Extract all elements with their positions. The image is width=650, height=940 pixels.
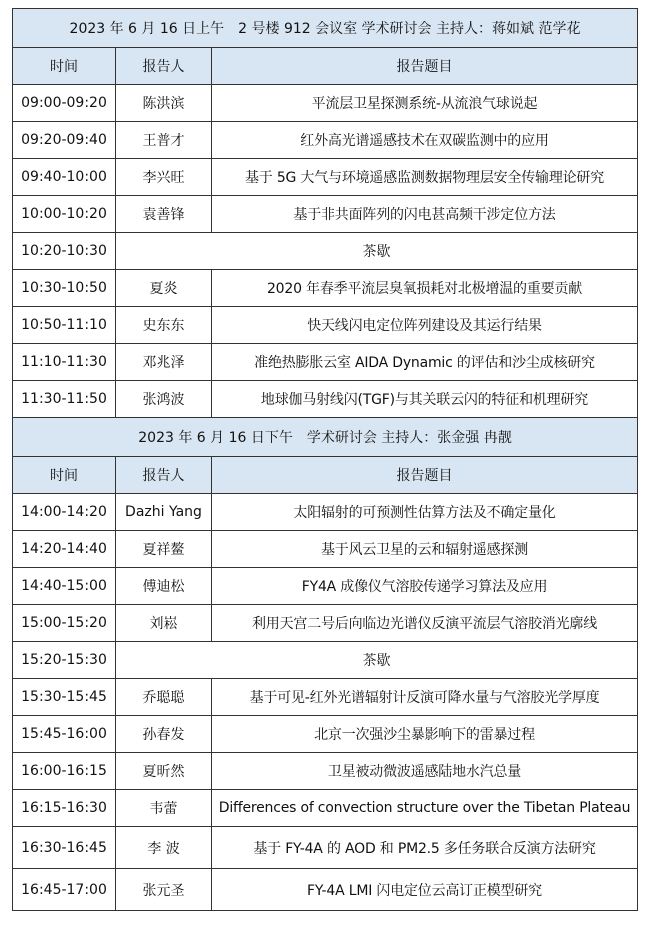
speaker-cell: 孙春发: [116, 716, 212, 753]
table-row: [13, 122, 638, 159]
table-row: [13, 196, 638, 233]
time-cell: 16:45-17:00: [13, 869, 116, 911]
column-header-time: 时间: [13, 48, 116, 85]
time-cell: 15:00-15:20: [13, 605, 116, 642]
table-row: [13, 827, 638, 869]
table-row: [13, 605, 638, 642]
table-row: [13, 270, 638, 307]
time-cell: 09:20-09:40: [13, 122, 116, 159]
topic-cell: 基于非共面阵列的闪电甚高频干涉定位方法: [212, 196, 638, 233]
topic-cell: 北京一次强沙尘暴影响下的雷暴过程: [212, 716, 638, 753]
time-cell: 16:30-16:45: [13, 827, 116, 869]
speaker-cell: 袁善锋: [116, 196, 212, 233]
topic-cell: 基于可见-红外光谱辐射计反演可降水量与气溶胶光学厚度: [212, 679, 638, 716]
time-cell: 11:10-11:30: [13, 344, 116, 381]
topic-cell: 红外高光谱遥感技术在双碳监测中的应用: [212, 122, 638, 159]
time-cell: 10:50-11:10: [13, 307, 116, 344]
table-row: [13, 869, 638, 911]
speaker-cell: 刘崧: [116, 605, 212, 642]
session-title: 2023 年 6 月 16 日上午 2 号楼 912 会议室 学术研讨会 主持人：蒋如斌 范学花: [13, 9, 638, 48]
table-row: [13, 790, 638, 827]
time-cell: 14:00-14:20: [13, 494, 116, 531]
time-cell: 11:30-11:50: [13, 381, 116, 418]
speaker-cell: 张元圣: [116, 869, 212, 911]
speaker-cell: 傅迪松: [116, 568, 212, 605]
topic-cell: Differences of convection structure over the Tibetan Plateau: [212, 790, 638, 827]
speaker-cell: 王普才: [116, 122, 212, 159]
topic-cell: 基于 FY-4A 的 AOD 和 PM2.5 多任务联合反演方法研究: [212, 827, 638, 869]
break-row: [13, 233, 638, 270]
column-header-time: 时间: [13, 457, 116, 494]
topic-cell: 利用天宫二号后向临边光谱仪反演平流层气溶胶消光廓线: [212, 605, 638, 642]
schedule-table: [12, 8, 638, 911]
column-header-speaker: 报告人: [116, 48, 212, 85]
schedule-body: [13, 9, 638, 911]
column-header-row: [13, 48, 638, 85]
topic-cell: 太阳辐射的可预测性估算方法及不确定量化: [212, 494, 638, 531]
table-row: [13, 753, 638, 790]
speaker-cell: 张鸿波: [116, 381, 212, 418]
time-cell: 15:30-15:45: [13, 679, 116, 716]
time-cell: 09:00-09:20: [13, 85, 116, 122]
table-row: [13, 307, 638, 344]
break-cell: 茶歇: [116, 233, 638, 270]
speaker-cell: 夏昕然: [116, 753, 212, 790]
table-row: [13, 494, 638, 531]
topic-cell: 平流层卫星探测系统-从流浪气球说起: [212, 85, 638, 122]
column-header-topic: 报告题目: [212, 48, 638, 85]
session-header: [13, 9, 638, 48]
topic-cell: 准绝热膨胀云室 AIDA Dynamic 的评估和沙尘成核研究: [212, 344, 638, 381]
topic-cell: 基于 5G 大气与环境遥感监测数据物理层安全传输理论研究: [212, 159, 638, 196]
time-cell: 15:20-15:30: [13, 642, 116, 679]
speaker-cell: 夏炎: [116, 270, 212, 307]
time-cell: 16:00-16:15: [13, 753, 116, 790]
time-cell: 10:00-10:20: [13, 196, 116, 233]
topic-cell: 卫星被动微波遥感陆地水汽总量: [212, 753, 638, 790]
column-header-topic: 报告题目: [212, 457, 638, 494]
speaker-cell: 夏祥鳌: [116, 531, 212, 568]
speaker-cell: Dazhi Yang: [116, 494, 212, 531]
break-row: [13, 642, 638, 679]
table-row: [13, 344, 638, 381]
break-cell: 茶歇: [116, 642, 638, 679]
speaker-cell: 韦蕾: [116, 790, 212, 827]
table-row: [13, 716, 638, 753]
table-row: [13, 568, 638, 605]
table-row: [13, 381, 638, 418]
time-cell: 14:40-15:00: [13, 568, 116, 605]
time-cell: 16:15-16:30: [13, 790, 116, 827]
speaker-cell: 邓兆泽: [116, 344, 212, 381]
table-row: [13, 159, 638, 196]
column-header-speaker: 报告人: [116, 457, 212, 494]
speaker-cell: 乔聪聪: [116, 679, 212, 716]
speaker-cell: 陈洪滨: [116, 85, 212, 122]
time-cell: 10:20-10:30: [13, 233, 116, 270]
speaker-cell: 李兴旺: [116, 159, 212, 196]
session-header: [13, 418, 638, 457]
topic-cell: 快天线闪电定位阵列建设及其运行结果: [212, 307, 638, 344]
time-cell: 15:45-16:00: [13, 716, 116, 753]
column-header-row: [13, 457, 638, 494]
time-cell: 10:30-10:50: [13, 270, 116, 307]
table-row: [13, 679, 638, 716]
table-row: [13, 531, 638, 568]
session-title: 2023 年 6 月 16 日下午 学术研讨会 主持人：张金强 冉靓: [13, 418, 638, 457]
table-row: [13, 85, 638, 122]
speaker-cell: 史东东: [116, 307, 212, 344]
topic-cell: FY-4A LMI 闪电定位云高订正模型研究: [212, 869, 638, 911]
topic-cell: 基于风云卫星的云和辐射遥感探测: [212, 531, 638, 568]
time-cell: 09:40-10:00: [13, 159, 116, 196]
topic-cell: 地球伽马射线闪(TGF)与其关联云闪的特征和机理研究: [212, 381, 638, 418]
time-cell: 14:20-14:40: [13, 531, 116, 568]
topic-cell: FY4A 成像仪气溶胶传递学习算法及应用: [212, 568, 638, 605]
topic-cell: 2020 年春季平流层臭氧损耗对北极增温的重要贡献: [212, 270, 638, 307]
speaker-cell: 李 波: [116, 827, 212, 869]
